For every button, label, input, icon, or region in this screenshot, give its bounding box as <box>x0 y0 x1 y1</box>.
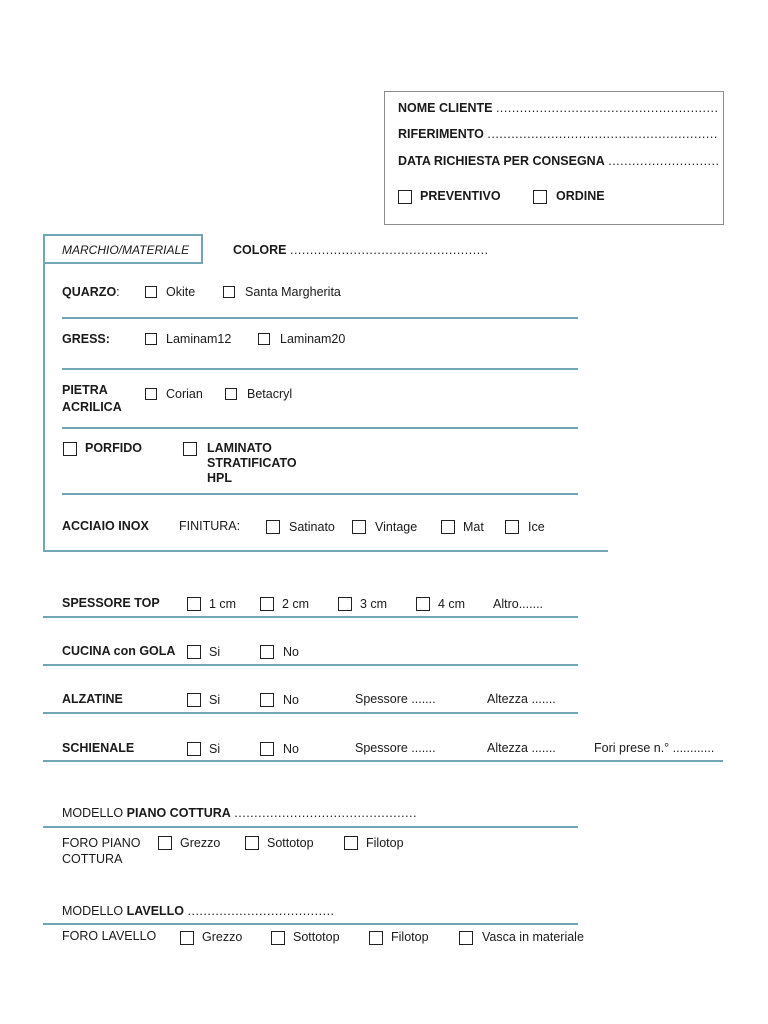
divider <box>62 427 578 429</box>
fori-prese-field[interactable]: Fori prese n.° ............ <box>594 741 715 755</box>
nome-cliente-label: NOME CLIENTE <box>398 101 493 115</box>
laminato-label: LAMINATO STRATIFICATO HPL <box>207 441 297 485</box>
divider <box>43 712 578 714</box>
lavello-filotop-label: Filotop <box>391 930 429 944</box>
betacryl-checkbox[interactable] <box>225 388 237 400</box>
lavello-filotop-checkbox[interactable] <box>369 931 383 945</box>
mat-checkbox[interactable] <box>441 520 455 534</box>
schienale-no-label: No <box>283 742 299 756</box>
piano-grezzo-checkbox[interactable] <box>158 836 172 850</box>
laminam20-label: Laminam20 <box>280 332 346 346</box>
schienale-label: SCHIENALE <box>62 741 135 755</box>
modello-lavello-field[interactable]: MODELLO LAVELLO ..................................... <box>62 904 335 918</box>
divider <box>62 493 578 495</box>
altro-field[interactable]: Altro....... <box>493 597 544 611</box>
corian-checkbox[interactable] <box>145 388 157 400</box>
lavello-sottotop-label: Sottotop <box>293 930 340 944</box>
ice-checkbox[interactable] <box>505 520 519 534</box>
ordine-checkbox[interactable] <box>533 190 547 204</box>
schienale-no-checkbox[interactable] <box>260 742 274 756</box>
alzatine-si-checkbox[interactable] <box>187 693 201 707</box>
spessore-4cm-checkbox[interactable] <box>416 597 430 611</box>
laminam12-checkbox[interactable] <box>145 333 157 345</box>
spessore-top-label: SPESSORE TOP <box>62 596 160 610</box>
ordine-label: ORDINE <box>556 189 605 203</box>
schienale-spessore-field[interactable]: Spessore ....... <box>355 741 436 755</box>
divider <box>43 760 723 762</box>
marchio-materiale-label: MARCHIO/MATERIALE <box>62 243 190 257</box>
divider <box>43 923 578 925</box>
laminato-checkbox[interactable] <box>183 442 197 456</box>
gress-label: GRESS: <box>62 332 110 346</box>
foro-lavello-label: FORO LAVELLO <box>62 929 157 943</box>
colore-dots: .................................................. <box>289 243 489 257</box>
colore-field[interactable] <box>233 243 489 257</box>
alzatine-no-checkbox[interactable] <box>260 693 274 707</box>
lavello-grezzo-checkbox[interactable] <box>180 931 194 945</box>
alzatine-spessore-field[interactable]: Spessore ....... <box>355 692 436 706</box>
alzatine-no-label: No <box>283 693 299 707</box>
gola-no-checkbox[interactable] <box>260 645 274 659</box>
vasca-materiale-checkbox[interactable] <box>459 931 473 945</box>
quarzo-label: QUARZO: <box>62 285 120 299</box>
gola-no-label: No <box>283 645 299 659</box>
acciaio-inox-label: ACCIAIO INOX <box>62 519 149 533</box>
betacryl-label: Betacryl <box>247 387 293 401</box>
vintage-checkbox[interactable] <box>352 520 366 534</box>
laminam20-checkbox[interactable] <box>258 333 270 345</box>
vasca-materiale-label: Vasca in materiale <box>482 930 584 944</box>
okite-label: Okite <box>166 285 196 299</box>
lavello-grezzo-label: Grezzo <box>202 930 243 944</box>
foro-piano-cottura-label: FORO PIANO COTTURA <box>62 836 141 866</box>
pietra-label: PIETRA <box>62 383 108 397</box>
riferimento-field[interactable] <box>398 127 718 141</box>
mat-label: Mat <box>463 520 484 534</box>
santa-margherita-checkbox[interactable] <box>223 286 235 298</box>
schienale-si-label: Si <box>209 742 221 756</box>
lavello-sottotop-checkbox[interactable] <box>271 931 285 945</box>
spessore-2cm-checkbox[interactable] <box>260 597 274 611</box>
vintage-label: Vintage <box>375 520 418 534</box>
laminam12-label: Laminam12 <box>166 332 232 346</box>
riferimento-dots: .......................................................... <box>487 127 718 141</box>
spessore-3cm-checkbox[interactable] <box>338 597 352 611</box>
riferimento-label: RIFERIMENTO <box>398 127 484 141</box>
spessore-4cm-label: 4 cm <box>438 597 466 611</box>
preventivo-label: PREVENTIVO <box>420 189 501 203</box>
preventivo-checkbox[interactable] <box>398 190 412 204</box>
nome-cliente-field[interactable] <box>398 101 718 115</box>
schienale-si-checkbox[interactable] <box>187 742 201 756</box>
modello-piano-cottura-field[interactable]: MODELLO PIANO COTTURA .............................................. <box>62 806 418 820</box>
divider <box>62 368 578 370</box>
nome-cliente-dots: ........................................................ <box>495 101 719 115</box>
finitura-label: FINITURA: <box>179 519 241 533</box>
satinato-checkbox[interactable] <box>266 520 280 534</box>
schienale-altezza-field[interactable]: Altezza ....... <box>487 741 556 755</box>
divider <box>43 616 578 618</box>
piano-filotop-checkbox[interactable] <box>344 836 358 850</box>
spessore-3cm-label: 3 cm <box>360 597 388 611</box>
spessore-1cm-label: 1 cm <box>209 597 237 611</box>
piano-sottotop-checkbox[interactable] <box>245 836 259 850</box>
santa-margherita-label: Santa Margherita <box>245 285 341 299</box>
alzatine-altezza-field[interactable]: Altezza ....... <box>487 692 556 706</box>
data-consegna-field[interactable] <box>398 154 719 168</box>
gola-si-checkbox[interactable] <box>187 645 201 659</box>
material-section-border <box>43 262 45 552</box>
piano-grezzo-label: Grezzo <box>180 836 221 850</box>
porfido-checkbox[interactable] <box>63 442 77 456</box>
alzatine-si-label: Si <box>209 693 221 707</box>
satinato-label: Satinato <box>289 520 335 534</box>
gola-si-label: Si <box>209 645 221 659</box>
colore-label: COLORE <box>233 243 287 257</box>
okite-checkbox[interactable] <box>145 286 157 298</box>
cucina-gola-label: CUCINA con GOLA <box>62 644 176 658</box>
data-consegna-dots: ............................ <box>608 154 720 168</box>
acrilica-label: ACRILICA <box>62 400 122 414</box>
spessore-2cm-label: 2 cm <box>282 597 310 611</box>
divider <box>43 826 578 828</box>
data-consegna-label: DATA RICHIESTA PER CONSEGNA <box>398 154 605 168</box>
corian-label: Corian <box>166 387 203 401</box>
divider <box>43 664 578 666</box>
alzatine-label: ALZATINE <box>62 692 123 706</box>
piano-sottotop-label: Sottotop <box>267 836 314 850</box>
spessore-1cm-checkbox[interactable] <box>187 597 201 611</box>
piano-filotop-label: Filotop <box>366 836 404 850</box>
material-section-bottom <box>43 550 608 552</box>
divider <box>62 317 578 319</box>
ice-label: Ice <box>528 520 545 534</box>
porfido-label: PORFIDO <box>85 441 142 455</box>
